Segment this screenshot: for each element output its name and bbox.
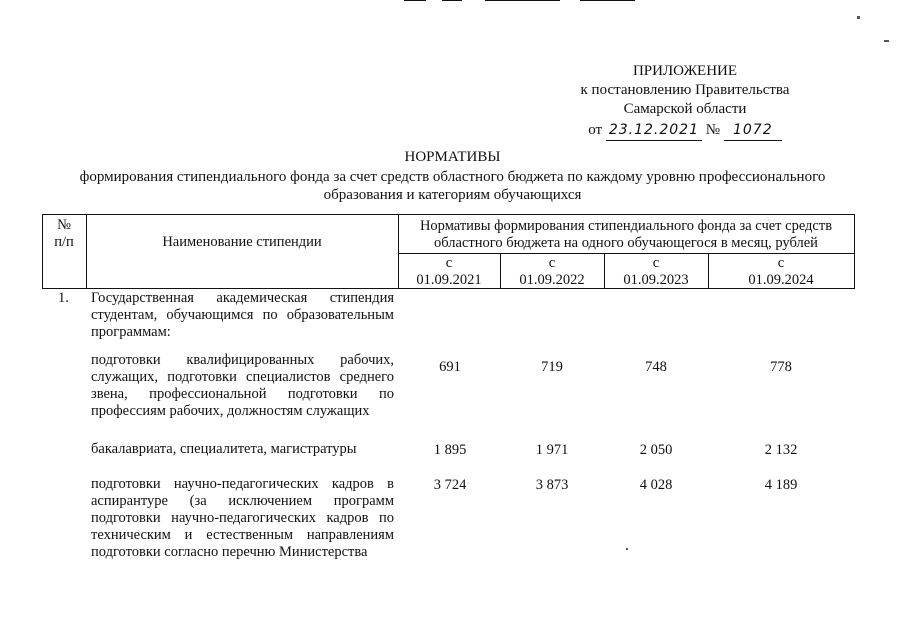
table-header-split [398, 253, 854, 254]
header-norms [398, 218, 854, 252]
section-title: Государственная академическая стипендия студентам, обучающимся по образовательным программам: [91, 290, 394, 340]
row-value-2023: 748 [645, 359, 667, 375]
handwritten-number: 1072 [724, 121, 782, 141]
row-name: бакалавриата, специалитета, магистратуры [91, 441, 357, 457]
period-prefix: с [445, 255, 453, 271]
scan-speck [884, 40, 889, 42]
row-value-2021: 3 724 [433, 477, 467, 493]
row-value-2022: 719 [541, 359, 563, 375]
document-title: НОРМАТИВЫ [404, 149, 501, 165]
row-value-2023: 4 028 [639, 477, 673, 493]
period-prefix: с [652, 255, 660, 271]
row-name: подготовки квалифицированных рабочих, служащих, подготовки специалистов среднего звена, профессиональной подготовки по профессиям рабочих, должностям служащих [91, 352, 394, 419]
scan-artifact-line [580, 0, 635, 1]
header-period-2024 [708, 255, 854, 289]
row-value-2024: 2 132 [764, 442, 798, 458]
row-value-2021: 691 [439, 359, 461, 375]
header-period-2023 [604, 255, 708, 289]
appendix-title: ПРИЛОЖЕНИЕ [632, 63, 738, 79]
header-scholarship-name: Наименование стипендии [162, 234, 322, 250]
date-prefix: от [588, 122, 603, 138]
appendix-block [560, 62, 810, 141]
scan-speck [857, 16, 860, 19]
header-number-label: п/п [54, 234, 74, 250]
header-number [42, 217, 86, 251]
row-name: подготовки научно-педагогических кадров в аспирантуре (за исключением программ подготовки научно-педагогических кадров по техническим и естественным направлениям подготовки согласно перечню Министерства [91, 476, 394, 560]
scan-artifact-line [485, 0, 560, 1]
table-border-right [854, 214, 855, 289]
period-prefix: с [777, 255, 785, 271]
row-value-2024: 4 189 [764, 477, 798, 493]
document-subtitle-line-1: формирования стипендиального фонда за счет средств областного бюджета по каждому уровню профессионального [79, 169, 826, 185]
appendix-line-2: Самарской области [623, 101, 747, 117]
period-prefix: с [548, 255, 556, 271]
header-period-2022 [500, 255, 604, 289]
scan-artifact-line [404, 0, 426, 1]
handwritten-date: 23.12.2021 [606, 121, 702, 141]
table-column-divider [86, 214, 87, 289]
header-norms-line-1: Нормативы формирования стипендиального фонда за счет средств [419, 218, 833, 234]
period-date: 01.09.2022 [519, 272, 585, 288]
row-value-2024: 778 [770, 359, 792, 375]
document-subtitle-line-2: образования и категориям обучающихся [323, 187, 582, 203]
table-border-top [42, 214, 854, 215]
section-number: 1. [58, 290, 69, 306]
appendix-date-line [560, 121, 810, 141]
header-norms-line-2: областного бюджета на одного обучающегося в месяц, рублей [434, 235, 818, 251]
period-date: 01.09.2023 [623, 272, 689, 288]
row-value-2023: 2 050 [639, 442, 673, 458]
number-prefix: № [705, 122, 721, 138]
header-number-sign: № [57, 217, 71, 233]
period-date: 01.09.2024 [748, 272, 814, 288]
scan-artifact-line [442, 0, 462, 1]
header-period-2021 [398, 255, 500, 289]
appendix-line-1: к постановлению Правительства [580, 82, 790, 98]
row-value-2022: 1 971 [535, 442, 569, 458]
scan-speck [626, 548, 628, 550]
period-date: 01.09.2021 [416, 272, 482, 288]
row-value-2022: 3 873 [535, 477, 569, 493]
row-value-2021: 1 895 [433, 442, 467, 458]
